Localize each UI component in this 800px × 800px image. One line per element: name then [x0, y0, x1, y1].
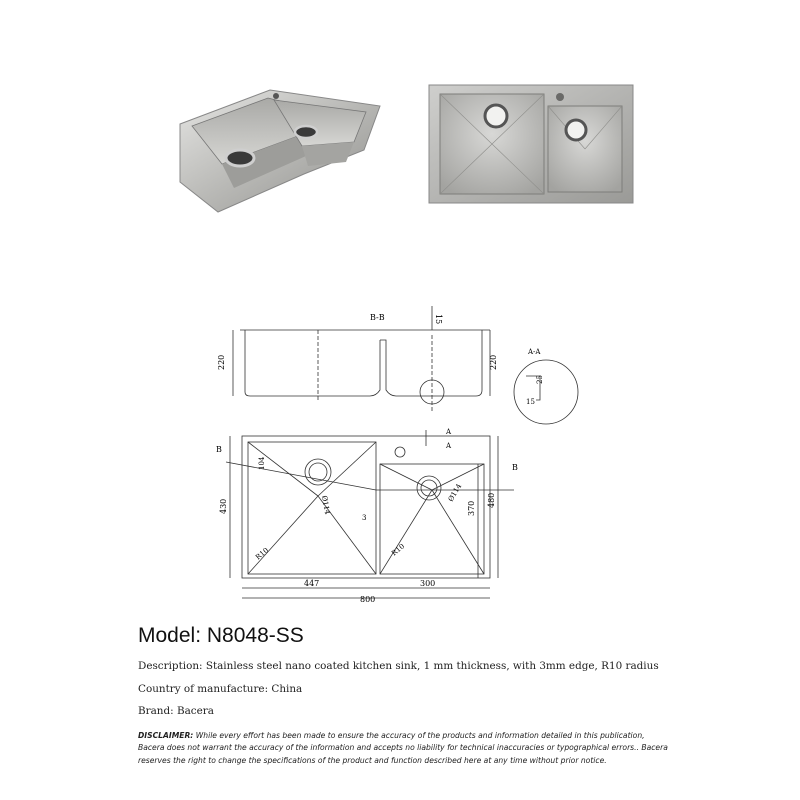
- dim-height-inner-left: 430: [219, 498, 228, 514]
- dim-detail-vertical: 25: [536, 375, 544, 384]
- dim-width-right: 300: [420, 579, 436, 588]
- dim-drain-right: Ø114: [446, 482, 464, 503]
- section-marker-a-bottom: A: [446, 442, 452, 450]
- dim-depth-right: 220: [489, 354, 498, 370]
- country-of-manufacture: Country of manufacture: China: [138, 683, 303, 695]
- section-marker-a-top: A: [446, 428, 452, 436]
- dim-top-flange: 15: [434, 314, 443, 325]
- product-description: Description: Stainless steel nano coated kitchen sink, 1 mm thickness, with 3mm edge, R10 radius: [138, 660, 659, 672]
- sink-angled-photo: [178, 84, 382, 216]
- sink-top-photo: [428, 84, 634, 204]
- section-marker-b-left: B: [216, 445, 222, 454]
- dim-depth-left: 220: [217, 354, 226, 370]
- model-title: Model: N8048-SS: [138, 624, 304, 647]
- section-label: B-B: [370, 313, 385, 322]
- dim-height-inner-right: 370: [467, 500, 476, 516]
- dim-width-total: 800: [360, 595, 376, 604]
- brand: Brand: Bacera: [138, 705, 214, 717]
- disclaimer-label: DISCLAIMER:: [138, 731, 194, 740]
- detail-label: A-A: [528, 348, 541, 356]
- dim-radius-left: R10: [254, 546, 271, 562]
- disclaimer: [138, 730, 668, 767]
- technical-drawing: [200, 300, 580, 605]
- dim-drain-offset: 104: [258, 456, 266, 470]
- dim-height-total: 480: [487, 492, 496, 508]
- dim-width-left: 447: [304, 579, 320, 588]
- dim-divider: 3: [362, 514, 367, 522]
- dim-drain-left: Ø114: [320, 494, 332, 516]
- disclaimer-text: While every effort has been made to ensure the accuracy of the products and information detailed in this publication, Bacera does not warrant the accuracy of the information and accepts no liability for technical inaccuracies or typographical errors.. Bacera reserves the right to change the specifications of the product and function described here at any time without prior notice.: [138, 731, 668, 765]
- section-marker-b-right: B: [512, 463, 518, 472]
- dim-detail-horizontal: 15: [526, 398, 535, 406]
- dim-radius-right: R10: [390, 542, 407, 558]
